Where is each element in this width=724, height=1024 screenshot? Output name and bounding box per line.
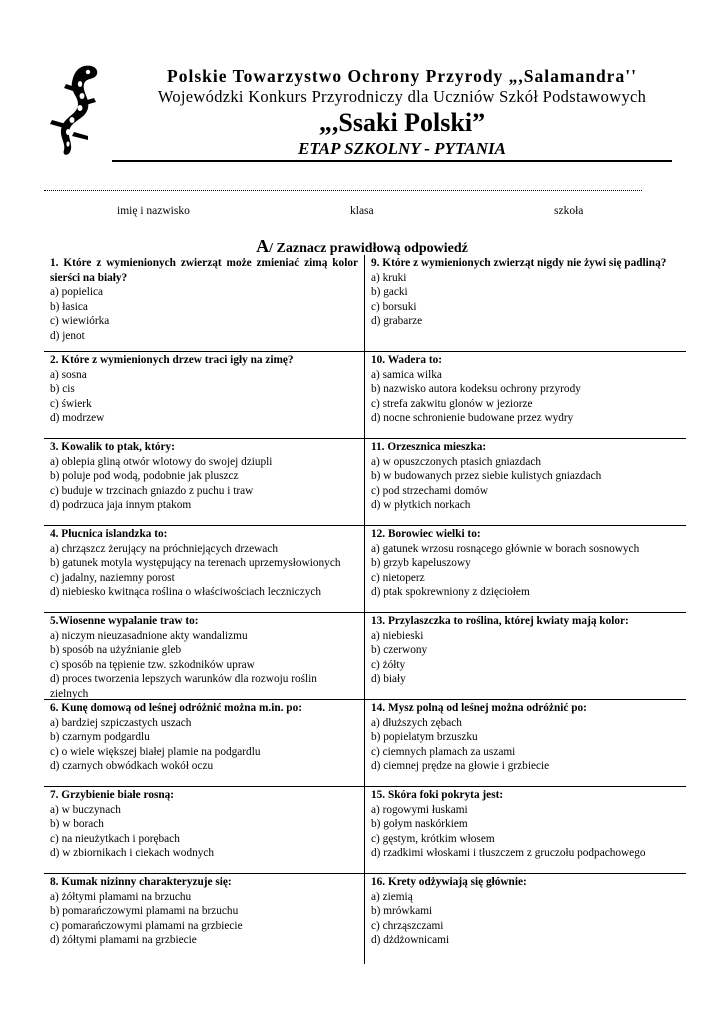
answer-option[interactable]: d) nocne schronienie budowane przez wydry	[371, 412, 574, 425]
answer-option[interactable]: a) w buczynach	[50, 803, 121, 816]
answer-option[interactable]: b) gatunek motyla występujący na terenach uprzemysłowionych	[50, 557, 341, 570]
question-text: 12. Borowiec wielki to:	[371, 528, 481, 540]
answer-option[interactable]: b) cis	[50, 383, 75, 396]
answer-option[interactable]: b) popielatym brzuszku	[371, 731, 478, 744]
question-cell	[365, 787, 686, 873]
answer-option[interactable]: d) dżdżownicami	[371, 934, 450, 947]
salamander-logo	[44, 62, 102, 158]
section-instruction: / Zaznacz prawidłową odpowiedź	[269, 241, 468, 256]
question-cell	[44, 613, 365, 699]
question-cell	[365, 439, 686, 525]
questions-grid	[44, 255, 686, 964]
question-cell	[365, 613, 686, 699]
school-field-label: szkoła	[554, 205, 584, 217]
answer-option[interactable]: a) niczym nieuzasadnione akty wandalizmu	[50, 629, 248, 642]
answer-option[interactable]: b) w borach	[50, 818, 104, 831]
answer-option[interactable]: b) łasica	[50, 300, 88, 313]
question-cell	[44, 352, 365, 438]
answer-option[interactable]: c) pod strzechami domów	[371, 484, 489, 497]
question-row	[44, 352, 686, 439]
answer-option[interactable]: c) borsuki	[371, 300, 417, 313]
answer-option[interactable]: a) rogowymi łuskami	[371, 803, 468, 816]
question-text: 11. Orzesznica mieszka:	[371, 441, 487, 453]
question-text: 10. Wadera to:	[371, 354, 443, 366]
question-row	[44, 700, 686, 787]
document-title: „,Ssaki Polski”	[318, 108, 486, 137]
stage-subtitle: ETAP SZKOLNY - PYTANIA	[298, 139, 506, 158]
answer-option[interactable]: d) jenot	[50, 329, 85, 342]
question-cell	[365, 700, 686, 786]
question-text: 8. Kumak nizinny charakteryzuje się:	[50, 876, 232, 888]
question-cell	[44, 526, 365, 612]
question-cell	[365, 526, 686, 612]
answer-option[interactable]: a) bardziej szpiczastych uszach	[50, 716, 192, 729]
question-text: 4. Płucnica islandzka to:	[50, 528, 168, 540]
question-text: 7. Grzybienie białe rosną:	[50, 789, 175, 801]
section-letter: A	[256, 236, 270, 256]
answer-option[interactable]: a) popielica	[50, 286, 104, 299]
answer-option[interactable]: d) ciemnej prędze na głowie i grzbiecie	[371, 760, 550, 773]
question-text: 13. Przylaszczka to roślina, której kwiaty mają kolor:	[371, 615, 629, 627]
answer-option[interactable]: b) w budowanych przez siebie kulistych gniazdach	[371, 470, 602, 483]
question-text: 2. Które z wymienionych drzew traci igły na zimę?	[50, 354, 294, 366]
answer-option[interactable]: c) świerk	[50, 397, 92, 410]
answer-option[interactable]: c) wiewiórka	[50, 315, 110, 328]
question-cell	[365, 352, 686, 438]
header-rule	[112, 160, 672, 162]
answer-option[interactable]: d) ptak spokrewniony z dzięciołem	[371, 586, 530, 599]
answer-option[interactable]: c) nietoperz	[371, 571, 425, 584]
answer-option[interactable]: c) ciemnych plamach za uszami	[371, 745, 516, 758]
answer-option[interactable]: a) ziemią	[371, 890, 413, 903]
answer-option[interactable]: d) żółtymi plamami na grzbiecie	[50, 934, 197, 947]
fill-in-line[interactable]	[44, 190, 642, 191]
question-row	[44, 526, 686, 613]
answer-option[interactable]: d) w płytkich norkach	[371, 499, 471, 512]
answer-option[interactable]: c) buduje w trzcinach gniazdo z puchu i traw	[50, 484, 254, 497]
answer-option[interactable]: a) oblepia gliną otwór wlotowy do swojej dziupli	[50, 455, 273, 468]
question-row	[44, 439, 686, 526]
question-text: 6. Kunę domową od leśnej odróżnić można m.in. po:	[50, 702, 302, 714]
answer-option[interactable]: a) żółtymi plamami na brzuchu	[50, 890, 192, 903]
answer-option[interactable]: b) pomarańczowymi plamami na brzuchu	[50, 905, 239, 918]
answer-option[interactable]: d) niebiesko kwitnąca roślina o właściwościach leczniczych	[50, 586, 322, 599]
answer-option[interactable]: b) gołym naskórkiem	[371, 818, 468, 831]
answer-option[interactable]: c) jadalny, naziemny porost	[50, 571, 175, 584]
answer-option[interactable]: c) sposób na tępienie tzw. szkodników upraw	[50, 658, 255, 671]
answer-option[interactable]: b) czarnym podgardlu	[50, 731, 150, 744]
answer-option[interactable]: a) kruki	[371, 271, 407, 284]
question-row	[44, 613, 686, 700]
answer-option[interactable]: a) chrząszcz żerujący na próchniejących drzewach	[50, 542, 278, 555]
answer-option[interactable]: d) w zbiornikach i ciekach wodnych	[50, 847, 215, 860]
question-cell	[44, 439, 365, 525]
question-cell	[44, 874, 365, 964]
answer-option[interactable]: d) proces tworzenia lepszych warunków dla rozwoju roślin zielnych	[50, 673, 317, 700]
question-text: 14. Mysz polną od leśnej można odróżnić po:	[371, 702, 587, 714]
answer-option[interactable]: a) sosna	[50, 368, 87, 381]
question-cell	[365, 874, 686, 964]
answer-option[interactable]: b) poluje pod wodą, podobnie jak pluszcz	[50, 470, 239, 483]
answer-option[interactable]: a) samica wilka	[371, 368, 442, 381]
answer-option[interactable]: a) dłuższych zębach	[371, 716, 462, 729]
class-field-label: klasa	[350, 205, 374, 217]
answer-option[interactable]: c) o wiele większej białej plamie na podgardlu	[50, 745, 261, 758]
question-text: 1. Które z wymienionych zwierząt może zmieniać zimą kolor sierści na biały?	[50, 257, 358, 284]
section-heading	[0, 236, 724, 257]
question-row	[44, 787, 686, 874]
answer-option[interactable]: d) rzadkimi włoskami i tłuszczem z gruczołu podpachowego	[371, 847, 646, 860]
answer-option[interactable]: b) mrówkami	[371, 905, 433, 918]
question-row	[44, 255, 686, 352]
answer-option[interactable]: c) chrząszczami	[371, 919, 444, 932]
answer-option[interactable]: d) podrzuca jaja innym ptakom	[50, 499, 192, 512]
answer-option[interactable]: c) strefa zakwitu glonów w jeziorze	[371, 397, 533, 410]
contest-name: Wojewódzki Konkurs Przyrodniczy dla Uczniów Szkół Podstawowych	[157, 87, 647, 106]
answer-option[interactable]: c) pomarańczowymi plamami na grzbiecie	[50, 919, 243, 932]
answer-option[interactable]: a) gatunek wrzosu rosnącego głównie w borach sosnowych	[371, 542, 640, 555]
question-text: 15. Skóra foki pokryta jest:	[371, 789, 504, 801]
question-text: 9. Które z wymienionych zwierząt nigdy nie żywi się padliną?	[371, 257, 667, 269]
answer-option[interactable]: b) gacki	[371, 286, 408, 299]
answer-option[interactable]: b) czerwony	[371, 644, 428, 657]
answer-option[interactable]: a) w opuszczonych ptasich gniazdach	[371, 455, 542, 468]
answer-option[interactable]: d) grabarze	[371, 315, 423, 328]
name-field-label: imię i nazwisko	[117, 205, 190, 217]
question-cell	[44, 700, 365, 786]
question-cell	[365, 255, 686, 351]
question-cell	[44, 787, 365, 873]
question-text: 5.Wiosenne wypalanie traw to:	[50, 615, 199, 627]
answer-option[interactable]: b) sposób na użyźnianie gleb	[50, 644, 182, 657]
question-row	[44, 874, 686, 964]
question-text: 16. Krety odżywiają się głównie:	[371, 876, 527, 888]
answer-option[interactable]: c) na nieużytkach i porębach	[50, 832, 180, 845]
answer-option[interactable]: b) grzyb kapeluszowy	[371, 557, 471, 570]
organization-name: Polskie Towarzystwo Ochrony Przyrody „,Salamandra''	[167, 66, 637, 86]
answer-option[interactable]: d) czarnych obwódkach wokół oczu	[50, 760, 214, 773]
answer-option[interactable]: d) modrzew	[50, 412, 105, 425]
answer-option[interactable]: c) gęstym, krótkim włosem	[371, 832, 495, 845]
question-cell	[44, 255, 365, 351]
answer-option[interactable]: c) żółty	[371, 658, 406, 671]
question-text: 3. Kowalik to ptak, który:	[50, 441, 175, 453]
answer-option[interactable]: b) nazwisko autora kodeksu ochrony przyrody	[371, 383, 581, 396]
answer-option[interactable]: a) niebieski	[371, 629, 424, 642]
answer-option[interactable]: d) biały	[371, 673, 406, 686]
